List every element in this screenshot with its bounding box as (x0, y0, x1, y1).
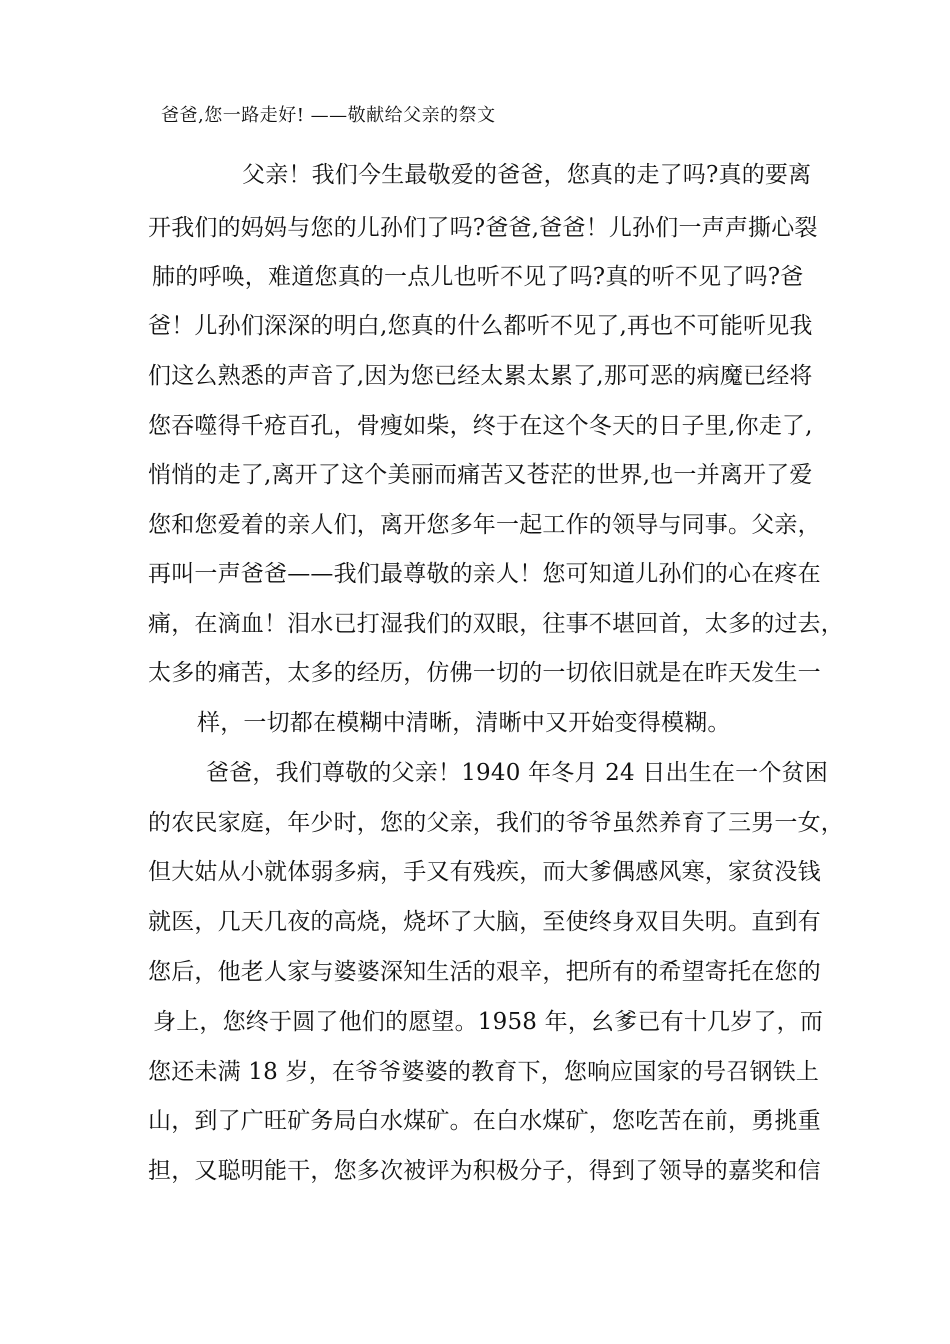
text-line-7: 悄悄的走了,离开了这个美丽而痛苦又苍茫的世界,也一并离开了爱 (148, 462, 813, 488)
text-line-6: 您吞噬得千疮百孔，骨瘦如柴，终于在这个冬天的日子里,你走了, (148, 413, 813, 439)
text-line-12: 样，一切都在模糊中清晰，清晰中又开始变得模糊。 (197, 710, 731, 736)
text-line-8: 您和您爱着的亲人们，离开您多年一起工作的领导与同事。父亲， (148, 512, 821, 538)
text-line-17: 您后，他老人家与婆婆深知生活的艰辛，把所有的希望寄托在您的 (148, 959, 821, 985)
text-line-1: 父亲！我们今生最敬爱的爸爸，您真的走了吗?真的要离 (242, 162, 812, 188)
text-line-16: 就医，几天几夜的高烧，烧坏了大脑，至使终身双目失明。直到有 (148, 909, 821, 935)
text-line-11: 太多的痛苦，太多的经历，仿佛一切的一切依旧就是在昨天发生一 (148, 660, 821, 686)
text-line-3: 肺的呼唤，难道您真的一点儿也听不见了吗?真的听不见了吗?爸 (152, 264, 804, 290)
text-line-15: 但大姑从小就体弱多病，手又有残疾，而大爹偶感风寒，家贫没钱 (148, 859, 821, 885)
text-line-18: 身上，您终于圆了他们的愿望。1958 年，幺爹已有十几岁了，而 (153, 1009, 824, 1035)
text-line-10: 痛，在滴血！泪水已打湿我们的双眼，往事不堪回首，太多的过去， (148, 611, 844, 637)
text-line-21: 担，又聪明能干，您多次被评为积极分子，得到了领导的嘉奖和信 (148, 1158, 821, 1184)
text-line-19: 您还未满 18 岁，在爷爷婆婆的教育下，您响应国家的号召钢铁上 (148, 1059, 820, 1085)
text-line-9: 再叫一声爸爸——我们最尊敬的亲人！您可知道儿孙们的心在疼在 (148, 561, 821, 587)
text-line-20: 山，到了广旺矿务局白水煤矿。在白水煤矿，您吃苦在前，勇挑重 (148, 1108, 821, 1134)
text-line-5: 们这么熟悉的声音了,因为您已经太累太累了,那可恶的病魔已经将 (148, 363, 813, 389)
text-line-14: 的农民家庭，年少时，您的父亲，我们的爷爷虽然养育了三男一女， (148, 810, 844, 836)
document-title: 爸爸,您一路走好! ——敬献给父亲的祭文 (161, 105, 496, 126)
text-line-4: 爸！儿孙们深深的明白,您真的什么都听不见了,再也不可能听见我 (148, 313, 813, 339)
text-line-2: 开我们的妈妈与您的儿孙们了吗?爸爸,爸爸！儿孙们一声声撕心裂 (148, 215, 818, 241)
text-line-13: 爸爸，我们尊敬的父亲！1940 年冬月 24 日出生在一个贫困 (206, 760, 828, 786)
